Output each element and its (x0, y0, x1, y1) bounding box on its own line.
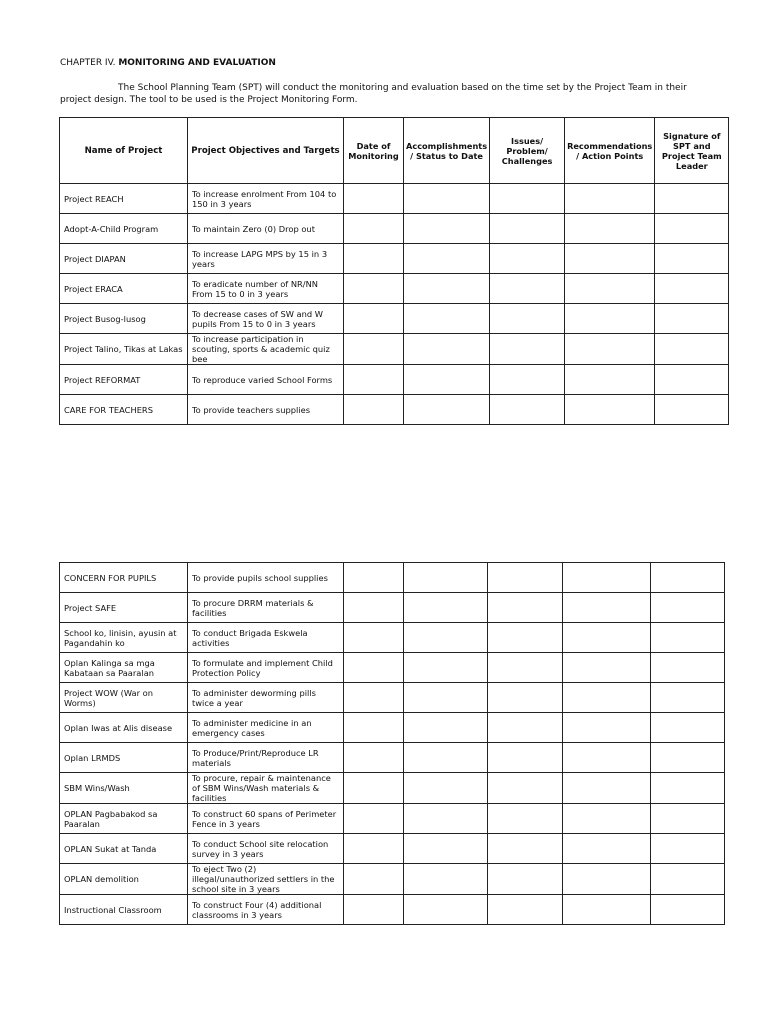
project-name-cell: Project Busog-lusog (60, 304, 188, 334)
recommendations-cell[interactable] (565, 184, 655, 214)
objective-cell: To administer medicine in an emergency cases (188, 713, 344, 743)
issues-cell[interactable] (490, 304, 565, 334)
recommendations-cell[interactable] (565, 365, 655, 395)
issues-cell[interactable] (488, 713, 563, 743)
recommendations-cell[interactable] (565, 244, 655, 274)
objective-cell: To decrease cases of SW and W pupils From 15 to 0 in 3 years (188, 304, 344, 334)
issues-cell[interactable] (488, 834, 563, 864)
signature-cell[interactable] (651, 864, 725, 895)
project-name-cell: SBM Wins/Wash (60, 773, 188, 804)
objective-cell: To provide pupils school supplies (188, 563, 344, 593)
date-cell[interactable] (344, 895, 404, 925)
accomplishments-cell[interactable] (404, 395, 490, 425)
signature-cell[interactable] (655, 334, 729, 365)
chapter-title: MONITORING AND EVALUATION (118, 58, 276, 68)
recommendations-cell[interactable] (563, 895, 651, 925)
signature-cell[interactable] (651, 834, 725, 864)
date-cell[interactable] (344, 244, 404, 274)
project-name-cell: CARE FOR TEACHERS (60, 395, 188, 425)
signature-cell[interactable] (651, 563, 725, 593)
issues-cell[interactable] (490, 334, 565, 365)
issues-cell[interactable] (490, 274, 565, 304)
project-name-cell: Project ERACA (60, 274, 188, 304)
header-recommendations: Recommendations / Action Points (565, 118, 655, 184)
signature-cell[interactable] (655, 214, 729, 244)
objective-cell: To provide teachers supplies (188, 395, 344, 425)
date-cell[interactable] (344, 773, 404, 804)
signature-cell[interactable] (651, 743, 725, 773)
header-issues: Issues/ Problem/ Challenges (490, 118, 565, 184)
recommendations-cell[interactable] (563, 563, 651, 593)
objective-cell: To eradicate number of NR/NN From 15 to 0 in 3 years (188, 274, 344, 304)
recommendations-cell[interactable] (565, 304, 655, 334)
table-row (60, 713, 725, 743)
project-name-cell: Project WOW (War on Worms) (60, 683, 188, 713)
issues-cell[interactable] (490, 244, 565, 274)
recommendations-cell[interactable] (563, 623, 651, 653)
accomplishments-cell[interactable] (404, 244, 490, 274)
recommendations-cell[interactable] (565, 214, 655, 244)
issues-cell[interactable] (490, 184, 565, 214)
objective-cell: To Produce/Print/Reproduce LR materials (188, 743, 344, 773)
recommendations-cell[interactable] (563, 743, 651, 773)
accomplishments-cell[interactable] (404, 184, 490, 214)
table-row (60, 334, 729, 365)
header-date: Date of Monitoring (344, 118, 404, 184)
project-name-cell: Instructional Classroom (60, 895, 188, 925)
issues-cell[interactable] (488, 895, 563, 925)
date-cell[interactable] (344, 683, 404, 713)
project-name-cell: Oplan Kalinga sa mga Kabataan sa Paaralan (60, 653, 188, 683)
chapter-prefix: CHAPTER IV. (60, 58, 119, 68)
project-name-cell: OPLAN Sukat at Tanda (60, 834, 188, 864)
recommendations-cell[interactable] (563, 593, 651, 623)
table-row (60, 365, 729, 395)
recommendations-cell[interactable] (565, 274, 655, 304)
objective-cell: To maintain Zero (0) Drop out (188, 214, 344, 244)
accomplishments-cell[interactable] (404, 563, 488, 593)
objective-cell: To reproduce varied School Forms (188, 365, 344, 395)
date-cell[interactable] (344, 395, 404, 425)
objective-cell: To eject Two (2) illegal/unauthorized settlers in the school site in 3 years (188, 864, 344, 895)
signature-cell[interactable] (655, 365, 729, 395)
table-row (60, 184, 729, 214)
table-row (60, 773, 725, 804)
accomplishments-cell[interactable] (404, 683, 488, 713)
date-cell[interactable] (344, 184, 404, 214)
date-cell[interactable] (344, 623, 404, 653)
table-row (60, 895, 725, 925)
accomplishments-cell[interactable] (404, 653, 488, 683)
signature-cell[interactable] (651, 804, 725, 834)
table-row (60, 593, 725, 623)
signature-cell[interactable] (655, 244, 729, 274)
signature-cell[interactable] (655, 395, 729, 425)
table-header-row (60, 118, 729, 184)
issues-cell[interactable] (488, 593, 563, 623)
objective-cell: To formulate and implement Child Protection Policy (188, 653, 344, 683)
objective-cell: To administer deworming pills twice a year (188, 683, 344, 713)
table-row (60, 834, 725, 864)
recommendations-cell[interactable] (563, 834, 651, 864)
project-name-cell: Project REFORMAT (60, 365, 188, 395)
monitoring-table-continued (59, 562, 725, 925)
objective-cell: To construct Four (4) additional classrooms in 3 years (188, 895, 344, 925)
table-row (60, 683, 725, 713)
recommendations-cell[interactable] (565, 334, 655, 365)
date-cell[interactable] (344, 304, 404, 334)
recommendations-cell[interactable] (565, 395, 655, 425)
table-row (60, 864, 725, 895)
signature-cell[interactable] (655, 184, 729, 214)
date-cell[interactable] (344, 214, 404, 244)
project-name-cell: Oplan LRMDS (60, 743, 188, 773)
accomplishments-cell[interactable] (404, 214, 490, 244)
date-cell[interactable] (344, 713, 404, 743)
objective-cell: To increase participation in scouting, sports & academic quiz bee (188, 334, 344, 365)
signature-cell[interactable] (655, 304, 729, 334)
issues-cell[interactable] (488, 804, 563, 834)
accomplishments-cell[interactable] (404, 864, 488, 895)
accomplishments-cell[interactable] (404, 804, 488, 834)
objective-cell: To conduct Brigada Eskwela activities (188, 623, 344, 653)
project-name-cell: OPLAN Pagbabakod sa Paaralan (60, 804, 188, 834)
date-cell[interactable] (344, 653, 404, 683)
recommendations-cell[interactable] (563, 773, 651, 804)
table-row (60, 395, 729, 425)
date-cell[interactable] (344, 274, 404, 304)
project-name-cell: Project DIAPAN (60, 244, 188, 274)
project-name-cell: Oplan Iwas at Alis disease (60, 713, 188, 743)
monitoring-table (59, 117, 729, 425)
recommendations-cell[interactable] (563, 713, 651, 743)
accomplishments-cell[interactable] (404, 334, 490, 365)
signature-cell[interactable] (651, 593, 725, 623)
accomplishments-cell[interactable] (404, 593, 488, 623)
signature-cell[interactable] (655, 274, 729, 304)
table-row (60, 653, 725, 683)
issues-cell[interactable] (488, 623, 563, 653)
project-name-cell: Project REACH (60, 184, 188, 214)
project-name-cell: Adopt-A-Child Program (60, 214, 188, 244)
accomplishments-cell[interactable] (404, 274, 490, 304)
recommendations-cell[interactable] (563, 804, 651, 834)
project-name-cell: School ko, linisin, ayusin at Pagandahin ko (60, 623, 188, 653)
objective-cell: To procure, repair & maintenance of SBM Wins/Wash materials & facilities (188, 773, 344, 804)
date-cell[interactable] (344, 563, 404, 593)
chapter-heading (60, 58, 276, 68)
objective-cell: To construct 60 spans of Perimeter Fence in 3 years (188, 804, 344, 834)
issues-cell[interactable] (488, 773, 563, 804)
table-row (60, 214, 729, 244)
date-cell[interactable] (344, 804, 404, 834)
header-objectives: Project Objectives and Targets (188, 118, 344, 184)
recommendations-cell[interactable] (563, 683, 651, 713)
signature-cell[interactable] (651, 713, 725, 743)
signature-cell[interactable] (651, 623, 725, 653)
project-name-cell: Project SAFE (60, 593, 188, 623)
project-name-cell: Project Talino, Tikas at Lakas (60, 334, 188, 365)
table-row (60, 274, 729, 304)
header-accomplishments: Accomplishments / Status to Date (404, 118, 490, 184)
table-row (60, 304, 729, 334)
date-cell[interactable] (344, 834, 404, 864)
accomplishments-cell[interactable] (404, 304, 490, 334)
accomplishments-cell[interactable] (404, 895, 488, 925)
accomplishments-cell[interactable] (404, 365, 490, 395)
accomplishments-cell[interactable] (404, 773, 488, 804)
table-row (60, 244, 729, 274)
table-row (60, 623, 725, 653)
issues-cell[interactable] (490, 214, 565, 244)
header-signature: Signature of SPT and Project Team Leader (655, 118, 729, 184)
table-row (60, 804, 725, 834)
date-cell[interactable] (344, 593, 404, 623)
issues-cell[interactable] (488, 683, 563, 713)
issues-cell[interactable] (488, 653, 563, 683)
date-cell[interactable] (344, 334, 404, 365)
objective-cell: To conduct School site relocation survey in 3 years (188, 834, 344, 864)
signature-cell[interactable] (651, 683, 725, 713)
objective-cell: To increase enrolment From 104 to 150 in 3 years (188, 184, 344, 214)
issues-cell[interactable] (488, 563, 563, 593)
issues-cell[interactable] (488, 864, 563, 895)
project-name-cell: CONCERN FOR PUPILS (60, 563, 188, 593)
signature-cell[interactable] (651, 653, 725, 683)
issues-cell[interactable] (488, 743, 563, 773)
objective-cell: To increase LAPG MPS by 15 in 3 years (188, 244, 344, 274)
signature-cell[interactable] (651, 895, 725, 925)
date-cell[interactable] (344, 864, 404, 895)
header-name-of-project: Name of Project (60, 118, 188, 184)
accomplishments-cell[interactable] (404, 743, 488, 773)
accomplishments-cell[interactable] (404, 834, 488, 864)
recommendations-cell[interactable] (563, 864, 651, 895)
table-row (60, 563, 725, 593)
recommendations-cell[interactable] (563, 653, 651, 683)
accomplishments-cell[interactable] (404, 623, 488, 653)
objective-cell: To procure DRRM materials & facilities (188, 593, 344, 623)
accomplishments-cell[interactable] (404, 713, 488, 743)
table-row (60, 743, 725, 773)
project-name-cell: OPLAN demolition (60, 864, 188, 895)
intro-paragraph: The School Planning Team (SPT) will conduct the monitoring and evaluation based on the time set by the Project Team in their project design. The tool to be used is the Project Monitoring Form. (60, 83, 687, 105)
issues-cell[interactable] (490, 365, 565, 395)
date-cell[interactable] (344, 743, 404, 773)
issues-cell[interactable] (490, 395, 565, 425)
signature-cell[interactable] (651, 773, 725, 804)
date-cell[interactable] (344, 365, 404, 395)
